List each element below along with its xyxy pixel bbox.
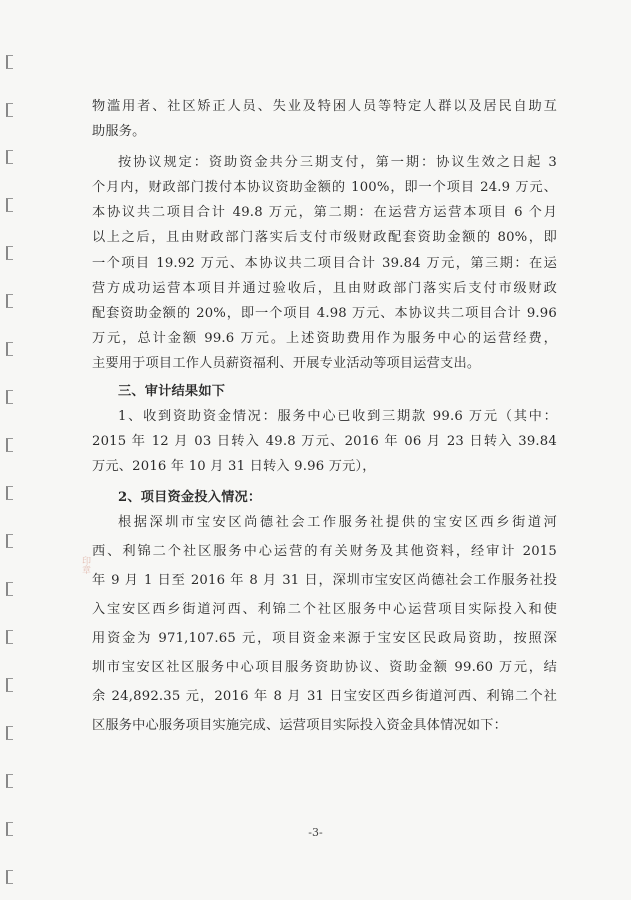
binding-mark: [6, 438, 13, 452]
binding-mark: [6, 534, 13, 548]
text-line: 年 9 月 1 日至 2016 年 8 月 31 日，深圳市宝安区尚德社会工作服务社投: [92, 573, 557, 588]
binding-mark: [6, 390, 13, 404]
text-line: 本协议共二项目合计 49.8 万元，第二期：在运营方运营本项目 6 个月: [92, 205, 557, 220]
text-line: 按协议规定：资助资金共分三期支付，第一期：协议生效之日起 3: [118, 155, 557, 170]
binding-mark: [6, 198, 13, 212]
text-line: 助服务。: [92, 124, 146, 139]
text-line: 1、收到资助资金情况：服务中心已收到三期款 99.6 万元（其中：: [118, 409, 557, 424]
text-line: 万元、2016 年 10 月 31 日转入 9.96 万元），: [92, 459, 376, 474]
text-line: 区服务中心服务项目实施完成、运营项目实际投入资金具体情况如下：: [92, 718, 508, 733]
binding-mark: [6, 630, 13, 644]
text-line: 用资金为 971,107.65 元，项目资金来源于宝安区民政局资助，按照深: [92, 631, 557, 646]
text-line: 个月内，财政部门拨付本协议资助金额的 100%，即一个项目 24.9 万元、: [92, 180, 557, 195]
binding-holes: [6, 0, 20, 900]
text-line: 以上之后，且由财政部门落实后支付市级财政配套资助金额的 80%，即: [92, 230, 557, 245]
seal-stamp-fragment: 印章: [80, 556, 90, 574]
binding-mark: [6, 678, 13, 692]
binding-mark: [6, 103, 13, 117]
text-line: 2015 年 12 月 03 日转入 49.8 万元、2016 年 06 月 23 日转入 39.84: [92, 434, 557, 449]
binding-mark: [6, 582, 13, 596]
text-line: 入宝安区西乡街道河西、利锦二个社区服务中心运营项目实际投入和使: [92, 602, 557, 617]
text-line: 主要用于项目工作人员薪资福利、开展专业活动等项目运营支出。: [92, 356, 481, 371]
binding-mark: [6, 294, 13, 308]
text-line: 一个项目 19.92 万元、本协议共二项目合计 39.84 万元，第三期：在运: [92, 256, 557, 271]
binding-mark: [6, 55, 13, 69]
text-line: 根据深圳市宝安区尚德社会工作服务社提供的宝安区西乡街道河: [118, 515, 557, 530]
binding-mark: [6, 870, 13, 884]
binding-mark: [6, 150, 13, 164]
text-line: 配套资助金额的 20%，即一个项目 4.98 万元、本协议共二项目合计 9.96: [92, 306, 557, 321]
binding-mark: [6, 486, 13, 500]
binding-mark: [6, 774, 13, 788]
binding-mark: [6, 342, 13, 356]
text-line: 万元，总计金额 99.6 万元。上述资助费用作为服务中心的运营经费，: [92, 331, 557, 346]
subsection-heading: 2、项目资金投入情况：: [118, 490, 262, 505]
section-heading: 三、审计结果如下: [118, 384, 226, 399]
text-line: 营方成功运营本项目并通过验收后，且由财政部门落实后支付市级财政: [92, 281, 557, 296]
text-line: 西、利锦二个社区服务中心运营的有关财务及其他资料，经审计 2015: [92, 544, 557, 559]
text-line: 物滥用者、社区矫正人员、失业及特困人员等特定人群以及居民自助互: [92, 99, 557, 114]
binding-mark: [6, 246, 13, 260]
text-line: 圳市宝安区社区服务中心项目服务资助协议、资助金额 99.60 万元，结: [92, 660, 557, 675]
text-line: 余 24,892.35 元，2016 年 8 月 31 日宝安区西乡街道河西、利锦二个社: [92, 689, 557, 704]
binding-mark: [6, 726, 13, 740]
page-number: -3-: [308, 826, 323, 839]
